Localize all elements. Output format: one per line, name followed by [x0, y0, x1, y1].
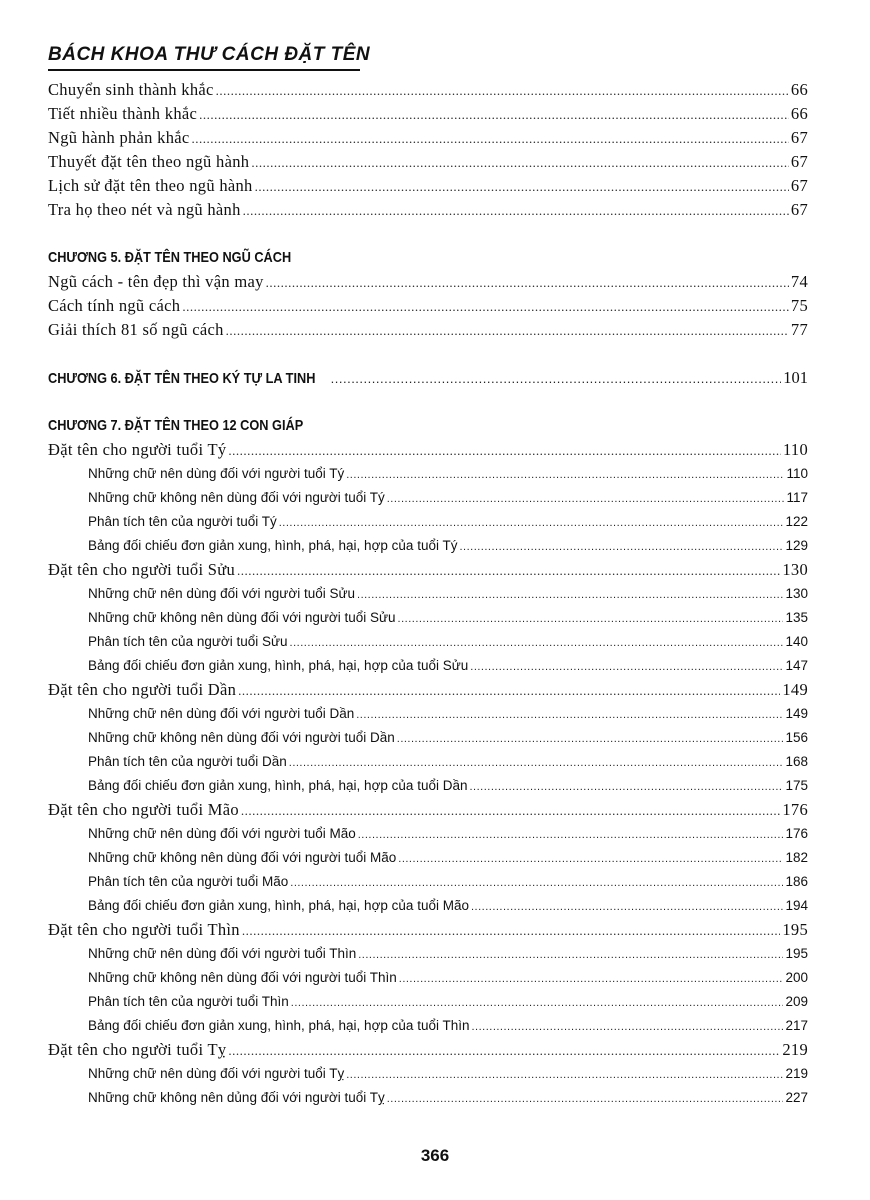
- toc-subentry-page: 130: [785, 586, 808, 601]
- toc-entry-title: Cách tính ngũ cách: [48, 296, 181, 315]
- toc-subentry-title: Những chữ không nên dủng đối với người tuổi Tỵ: [88, 1090, 385, 1105]
- toc-entry-page: 110: [782, 440, 808, 459]
- toc-subentry-title: Những chữ nên dùng đối với người tuổi Mão: [88, 826, 356, 841]
- dot-leader: [471, 895, 783, 919]
- toc-entry-page: 176: [782, 800, 808, 819]
- toc-entry-page: 66: [790, 80, 808, 99]
- chapter-heading: CHƯƠNG 6. ĐẶT TÊN THEO KÝ TỰ LA TINH: [48, 370, 316, 387]
- toc-entry-page: 149: [782, 680, 808, 699]
- toc-entry: [48, 318, 808, 342]
- dot-leader: [182, 295, 789, 319]
- dot-leader: [237, 559, 780, 583]
- toc-subentry: [48, 990, 808, 1014]
- chapter-heading: CHƯƠNG 5. ĐẶT TÊN THEO NGŨ CÁCH: [48, 249, 292, 266]
- dot-leader: [242, 919, 781, 943]
- toc-subentry-page: 194: [785, 898, 808, 913]
- dot-leader: [358, 823, 784, 847]
- dot-leader: [346, 463, 784, 487]
- toc-entry: [48, 78, 808, 102]
- toc-subentry-title: Bảng đối chiếu đơn giản xung, hình, phá, hại, hợp của tuổi Mão: [88, 898, 469, 913]
- dot-leader: [238, 679, 780, 703]
- toc-chapter-6: [48, 366, 808, 390]
- toc-subentry-title: Bảng đối chiếu đơn giản xung, hình, phá, hại, hợp của tuổi Sửu: [88, 658, 469, 673]
- toc-subentry-title: Phân tích tên của người tuổi Thìn: [88, 994, 289, 1009]
- toc-entry-title: Ngũ cách - tên đẹp thì vận may: [48, 272, 264, 291]
- toc-entry-title: Ngũ hành phản khắc: [48, 128, 190, 147]
- toc-subentry-title: Bảng đối chiếu đơn giản xung, hình, phá, hại, hợp của tuổi Thìn: [88, 1018, 470, 1033]
- toc-entry-title: Giải thích 81 số ngũ cách: [48, 320, 224, 339]
- toc-subentry-title: Những chữ nên dùng đối với người tuổi Thìn: [88, 946, 357, 961]
- toc-entry-page: 77: [790, 320, 808, 339]
- dot-leader: [469, 775, 783, 799]
- toc-subentry: [48, 510, 808, 534]
- toc-subentry: [48, 942, 808, 966]
- toc-entry-page: 219: [782, 1040, 808, 1059]
- toc-entry: [48, 126, 808, 150]
- toc-subentry-page: 209: [785, 994, 808, 1009]
- toc-subentry-page: 176: [785, 826, 808, 841]
- toc-entry-page: 66: [790, 104, 808, 123]
- dot-leader: [290, 631, 784, 655]
- toc-subentry-title: Những chữ nên dùng đối với người tuổi Tỵ: [88, 1066, 345, 1081]
- dot-leader: [358, 943, 783, 967]
- dot-leader: [357, 583, 783, 607]
- toc-subentry: [48, 654, 808, 678]
- toc-entry-page: 101: [783, 368, 808, 387]
- toc-entry: [48, 102, 808, 126]
- toc-subentry: [48, 750, 808, 774]
- toc-entry-page: 67: [790, 152, 808, 171]
- toc-subentry: [48, 534, 808, 558]
- toc-subentry: [48, 606, 808, 630]
- toc-entry: [48, 798, 808, 822]
- toc-entry-page: 67: [790, 200, 808, 219]
- dot-leader: [243, 199, 789, 223]
- toc-subentry: [48, 1062, 808, 1086]
- toc-subentry-page: 117: [786, 490, 808, 505]
- toc-entry-title: Đặt tên cho người tuổi Thìn: [48, 920, 240, 939]
- dot-leader: [255, 175, 789, 199]
- toc-entry-title: Đặt tên cho người tuổi Tý: [48, 440, 227, 459]
- toc-subentry: [48, 702, 808, 726]
- toc-entry-title: Chuyển sinh thành khắc: [48, 80, 214, 99]
- toc-chapter-7: [48, 414, 808, 1110]
- toc-subentry: [48, 486, 808, 510]
- dot-leader: [398, 847, 783, 871]
- toc-subentry-page: 168: [785, 754, 808, 769]
- toc-subentry-title: Bảng đối chiếu đơn giản xung, hình, phá, hại, hợp của tuổi Dần: [88, 778, 468, 793]
- toc-entry-title: Thuyết đặt tên theo ngũ hành: [48, 152, 250, 171]
- toc-subentry: [48, 582, 808, 606]
- toc-entry-page: 75: [790, 296, 808, 315]
- dot-leader: [266, 271, 789, 295]
- toc-entry-title: Đặt tên cho người tuổi Tỵ: [48, 1040, 227, 1059]
- toc-entry: [48, 558, 808, 582]
- toc-entry: [48, 198, 808, 222]
- toc-subentry: [48, 870, 808, 894]
- toc-entry-title: Đặt tên cho người tuổi Sửu: [48, 560, 236, 579]
- dot-leader: [279, 511, 784, 535]
- toc-subentry-page: 175: [785, 778, 808, 793]
- toc-subentry: [48, 726, 808, 750]
- toc-subentry-title: Những chữ không nên dùng đối với người tuổi Sửu: [88, 610, 396, 625]
- dot-leader: [199, 103, 789, 127]
- toc-subentry-page: 156: [785, 730, 808, 745]
- toc-subentry: [48, 630, 808, 654]
- toc-subentry: [48, 774, 808, 798]
- toc-subentry-page: 110: [786, 466, 808, 481]
- dot-leader: [251, 151, 789, 175]
- dot-leader: [459, 535, 783, 559]
- dot-leader: [216, 79, 789, 103]
- toc-subentry-title: Những chữ nên dùng đối với người tuổi Dần: [88, 706, 355, 721]
- header-title: BÁCH KHOA THƯ CÁCH ĐẶT TÊN: [48, 44, 371, 65]
- dot-leader: [226, 319, 789, 343]
- toc-subentry: [48, 462, 808, 486]
- dot-leader: [241, 799, 780, 823]
- running-header: [48, 44, 371, 66]
- dot-leader: [331, 367, 782, 391]
- toc-entry-page: 74: [790, 272, 808, 291]
- chapter-heading: CHƯƠNG 7. ĐẶT TÊN THEO 12 CON GIÁP: [48, 417, 304, 434]
- toc-chapter-5: [48, 246, 808, 342]
- table-of-contents: [48, 78, 808, 1110]
- toc-entry-title: Đặt tên cho người tuổi Mão: [48, 800, 239, 819]
- toc-entry: [48, 174, 808, 198]
- toc-subentry: [48, 966, 808, 990]
- dot-leader: [471, 1015, 783, 1039]
- toc-subentry: [48, 846, 808, 870]
- toc-section-continued: [48, 78, 808, 222]
- dot-leader: [387, 1087, 784, 1111]
- dot-leader: [291, 991, 784, 1015]
- dot-leader: [356, 703, 783, 727]
- toc-subentry-page: 147: [785, 658, 808, 673]
- toc-entry-title: Tra họ theo nét và ngũ hành: [48, 200, 241, 219]
- toc-entry-page: 67: [790, 128, 808, 147]
- toc-entry: [48, 438, 808, 462]
- toc-subentry: [48, 1086, 808, 1110]
- dot-leader: [290, 871, 783, 895]
- toc-subentry: [48, 1014, 808, 1038]
- toc-entry-title: Lịch sử đặt tên theo ngũ hành: [48, 176, 253, 195]
- toc-subentry-page: 182: [785, 850, 808, 865]
- dot-leader: [470, 655, 783, 679]
- toc-subentry-page: 195: [785, 946, 808, 961]
- toc-entry-page: 130: [782, 560, 808, 579]
- dot-leader: [398, 607, 784, 631]
- dot-leader: [397, 727, 784, 751]
- toc-subentry-title: Những chữ không nên dùng đối với người tuổi Mão: [88, 850, 397, 865]
- toc-entry: [48, 1038, 808, 1062]
- toc-entry: [48, 918, 808, 942]
- toc-subentry: [48, 822, 808, 846]
- dot-leader: [346, 1063, 783, 1087]
- toc-subentry-title: Phân tích tên của người tuổi Sửu: [88, 634, 288, 649]
- dot-leader: [228, 439, 781, 463]
- toc-subentry-title: Phân tích tên của người tuổi Dần: [88, 754, 287, 769]
- toc-subentry-page: 140: [785, 634, 808, 649]
- dot-leader: [399, 967, 784, 991]
- toc-subentry-page: 129: [785, 538, 808, 553]
- toc-subentry-title: Những chữ không nên dùng đối với người tuổi Tý: [88, 490, 385, 505]
- dot-leader: [289, 751, 784, 775]
- dot-leader: [228, 1039, 780, 1063]
- toc-subentry-page: 135: [785, 610, 808, 625]
- toc-entry: [48, 294, 808, 318]
- toc-subentry-title: Những chữ nên dùng đối với người tuổi Tý: [88, 466, 345, 481]
- toc-subentry-title: Những chữ không nên dùng đối với người tuổi Thìn: [88, 970, 397, 985]
- dot-leader: [192, 127, 789, 151]
- toc-entry: [48, 678, 808, 702]
- toc-subentry-page: 219: [785, 1066, 808, 1081]
- header-rule: [48, 69, 360, 71]
- toc-subentry-page: 217: [785, 1018, 808, 1033]
- toc-subentry-title: Những chữ nên dùng đối với người tuổi Sửu: [88, 586, 356, 601]
- toc-subentry-page: 186: [785, 874, 808, 889]
- toc-entry-title: Đặt tên cho người tuổi Dần: [48, 680, 237, 699]
- toc-subentry-page: 200: [785, 970, 808, 985]
- toc-subentry-page: 149: [785, 706, 808, 721]
- toc-entry: [48, 270, 808, 294]
- toc-subentry-title: Bảng đối chiếu đơn giản xung, hình, phá, hại, hợp của tuổi Tý: [88, 538, 458, 553]
- toc-entry-page: 67: [790, 176, 808, 195]
- dot-leader: [387, 487, 785, 511]
- toc-subentry-title: Phân tích tên của người tuổi Tý: [88, 514, 277, 529]
- toc-entry-page: 195: [782, 920, 808, 939]
- toc-entry: [48, 150, 808, 174]
- toc-subentry-title: Phân tích tên của người tuổi Mão: [88, 874, 289, 889]
- toc-subentry-title: Những chữ không nên dùng đối với người tuổi Dần: [88, 730, 395, 745]
- page-number: 366: [420, 1146, 450, 1165]
- toc-subentry-page: 122: [785, 514, 808, 529]
- toc-entry-title: Tiết nhiều thành khắc: [48, 104, 198, 123]
- toc-subentry-page: 227: [785, 1090, 808, 1105]
- toc-subentry: [48, 894, 808, 918]
